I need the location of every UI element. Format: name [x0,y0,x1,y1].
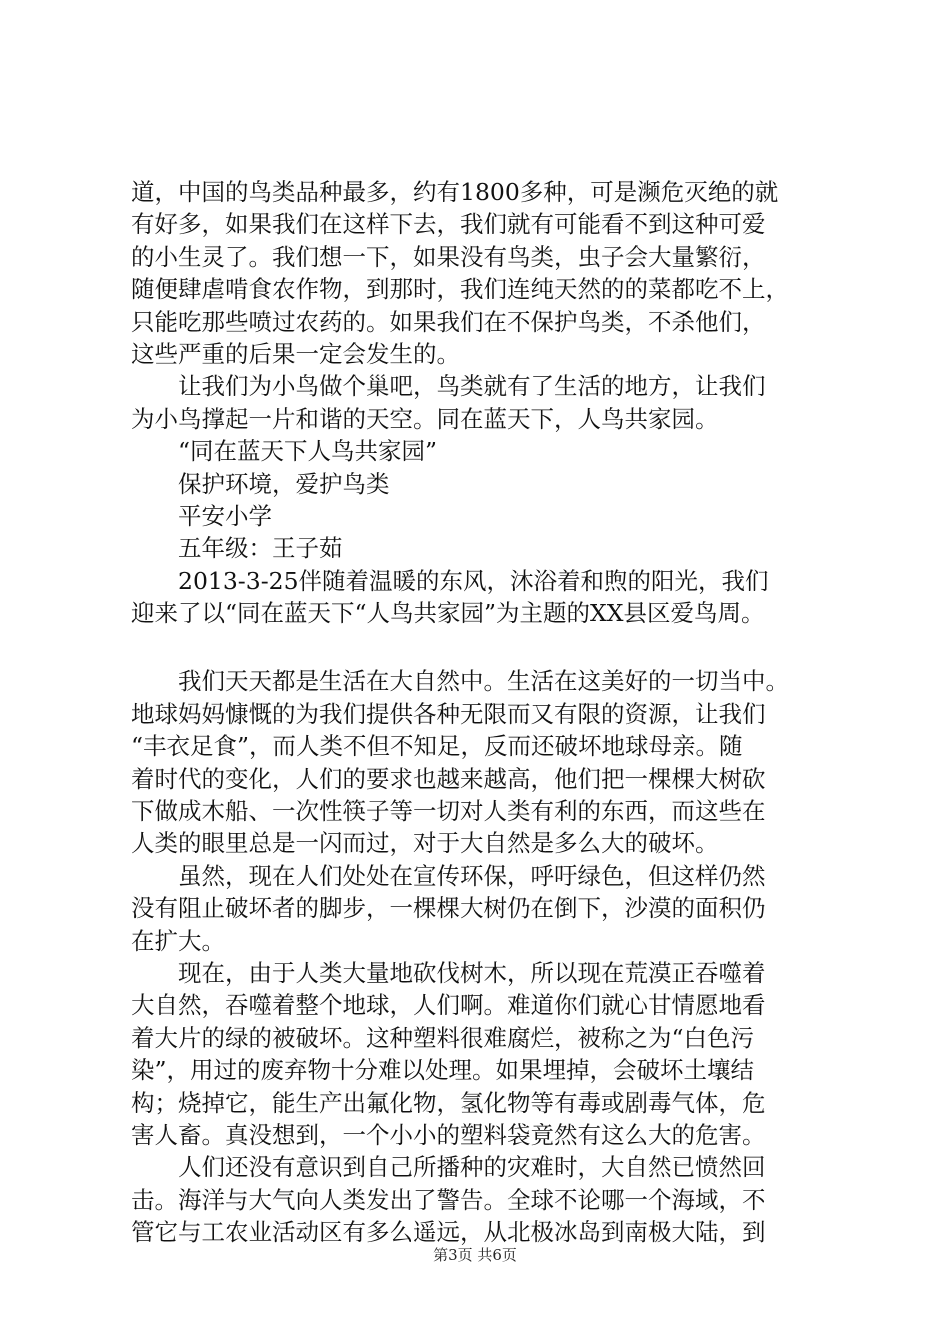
text-line: 迎来了以“同在蓝天下“人鸟共家园”为主题的XX县区爱鸟周。 [131,599,765,628]
text-line: 人类的眼里总是一闪而过，对于大自然是多么大的破坏。 [131,829,719,858]
text-line: 我们天天都是生活在大自然中。生活在这美好的一切当中。 [178,667,789,696]
text-line: 地球妈妈慷慨的为我们提供各种无限而又有限的资源，让我们 [131,699,766,728]
text-line: 这些严重的后果一定会发生的。 [131,339,460,368]
text-line: 在扩大。 [131,926,225,955]
text-line: 虽然，现在人们处处在宣传环保，呼吁绿色，但这样仍然 [178,861,766,890]
text-line: 2013-3-25伴随着温暖的东风，沐浴着和煦的阳光，我们 [178,566,769,595]
paragraph-gap [131,629,831,665]
text-line: 下做成木船、一次性筷子等一切对人类有利的东西，而这些在 [131,797,766,826]
text-line: 随便肆虐啃食农作物，到那时，我们连纯天然的的菜都吃不上， [131,275,789,304]
text-line: 没有阻止破坏者的脚步，一棵棵大树仍在倒下，沙漠的面积仍 [131,894,766,923]
text-line: 构；烧掉它，能生产出氟化物，氢化物等有毒或剧毒气体，危 [131,1088,766,1117]
page-number: 第3页 共6页 [433,1246,517,1264]
text-line: 道，中国的鸟类品种最多，约有1800多种，可是濒危灭绝的就 [131,178,779,206]
text-line: 只能吃那些喷过农药的。如果我们在不保护鸟类，不杀他们， [131,307,766,336]
text-line: 大自然，吞噬着整个地球，人们啊。难道你们就心甘情愿地看 [131,991,766,1020]
text-line: 平安小学 [178,501,272,530]
text-line: 人们还没有意识到自己所播种的灾难时，大自然已愤然回 [178,1153,766,1182]
text-line: 着大片的绿的被破坏。这种塑料很难腐烂，被称之为“白色污 [131,1023,755,1052]
text-line: 管它与工农业活动区有多么遥远，从北极冰岛到南极大陆，到 [131,1218,766,1247]
text-line: 害人畜。真没想到，一个小小的塑料袋竟然有这么大的危害。 [131,1120,766,1149]
text-line: 为小鸟撑起一片和谐的天空。同在蓝天下，人鸟共家园。 [131,404,719,433]
text-line: 击。海洋与大气向人类发出了警告。全球不论哪一个海域，不 [131,1185,766,1214]
text-line: 的小生灵了。我们想一下，如果没有鸟类，虫子会大量繁衍， [131,242,766,271]
text-line: “丰衣足食”，而人类不但不知足，反而还破坏地球母亲。随 [131,732,743,761]
body-text [131,176,831,1249]
text-line: “同在蓝天下人鸟共家园” [178,437,438,466]
text-line: 着时代的变化，人们的要求也越来越高，他们把一棵棵大树砍 [131,764,766,793]
text-line: 保护环境，爱护鸟类 [178,469,390,498]
text-line: 有好多，如果我们在这样下去，我们就有可能看不到这种可爱 [131,210,766,239]
text-line: 让我们为小鸟做个巢吧，鸟类就有了生活的地方，让我们 [178,372,766,401]
text-line: 现在，由于人类大量地砍伐树木，所以现在荒漠正吞噬着 [178,958,766,987]
text-line: 染”，用过的废弃物十分难以处理。如果埋掉，会破坏土壤结 [131,1056,755,1085]
text-line: 五年级：王子茹 [178,534,343,563]
